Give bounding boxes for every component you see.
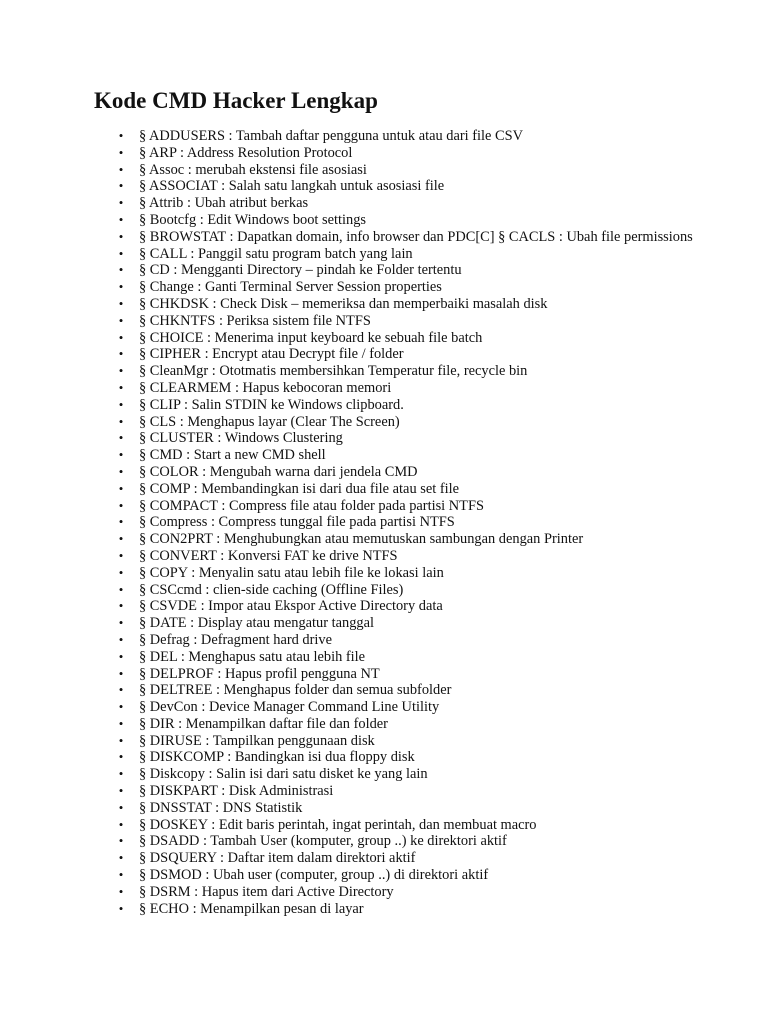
list-item bbox=[116, 615, 716, 632]
list-item bbox=[116, 666, 716, 683]
bullet-icon: • bbox=[118, 564, 124, 580]
list-item bbox=[116, 867, 716, 884]
bullet-icon: • bbox=[118, 178, 124, 194]
list-item bbox=[116, 212, 716, 229]
bullet-icon: • bbox=[118, 312, 124, 328]
list-item-text: § Assoc : merubah ekstensi file asosiasi bbox=[139, 161, 367, 178]
list-item-text: § DELPROF : Hapus profil pengguna NT bbox=[139, 665, 380, 682]
list-item bbox=[116, 498, 716, 515]
list-item-text: § DIRUSE : Tampilkan penggunaan disk bbox=[139, 732, 375, 749]
list-item bbox=[116, 699, 716, 716]
list-item-text: § CleanMgr : Ototmatis membersihkan Temperatur file, recycle bin bbox=[139, 363, 528, 380]
list-item bbox=[116, 447, 716, 464]
list-item-text: § CSVDE : Impor atau Ekspor Active Directory data bbox=[139, 598, 443, 615]
bullet-icon: • bbox=[118, 883, 124, 899]
bullet-icon: • bbox=[118, 833, 124, 849]
list-item bbox=[116, 716, 716, 733]
list-item-text: § CMD : Start a new CMD shell bbox=[139, 447, 326, 464]
bullet-icon: • bbox=[118, 379, 124, 395]
list-item-text: § CLIP : Salin STDIN ke Windows clipboard. bbox=[139, 396, 404, 413]
list-item bbox=[116, 414, 716, 431]
list-item-text: § DevCon : Device Manager Command Line Utility bbox=[139, 699, 440, 716]
bullet-icon: • bbox=[118, 783, 124, 799]
list-item-text: § DSMOD : Ubah user (computer, group ..) di direktori aktif bbox=[139, 867, 489, 884]
list-item bbox=[116, 162, 716, 179]
bullet-icon: • bbox=[118, 346, 124, 362]
list-item bbox=[116, 884, 716, 901]
list-item bbox=[116, 262, 716, 279]
list-item-text: § Change : Ganti Terminal Server Session properties bbox=[139, 279, 442, 296]
bullet-icon: • bbox=[118, 396, 124, 412]
list-item bbox=[116, 195, 716, 212]
list-item-text: § Attrib : Ubah atribut berkas bbox=[139, 195, 309, 212]
list-item-text: § Compress : Compress tunggal file pada partisi NTFS bbox=[139, 514, 455, 531]
list-item bbox=[116, 817, 716, 834]
list-item bbox=[116, 649, 716, 666]
bullet-icon: • bbox=[118, 648, 124, 664]
list-item-text: § DSRM : Hapus item dari Active Directory bbox=[139, 883, 394, 900]
list-item bbox=[116, 178, 716, 195]
list-item-text: § COMP : Membandingkan isi dari dua file atau set file bbox=[139, 480, 459, 497]
list-item bbox=[116, 397, 716, 414]
list-item-text: § DOSKEY : Edit baris perintah, ingat perintah, dan membuat macro bbox=[139, 816, 537, 833]
bullet-icon: • bbox=[118, 161, 124, 177]
list-item-text: § Diskcopy : Salin isi dari satu disket ke yang lain bbox=[139, 766, 428, 783]
command-list bbox=[116, 128, 716, 917]
list-item bbox=[116, 565, 716, 582]
list-item-text: § Defrag : Defragment hard drive bbox=[139, 631, 332, 648]
bullet-icon: • bbox=[118, 413, 124, 429]
bullet-icon: • bbox=[118, 766, 124, 782]
page-title: Kode CMD Hacker Lengkap bbox=[94, 88, 378, 113]
bullet-icon: • bbox=[118, 598, 124, 614]
bullet-icon: • bbox=[118, 816, 124, 832]
list-item-text: § ASSOCIAT : Salah satu langkah untuk asosiasi file bbox=[139, 178, 445, 195]
list-item bbox=[116, 632, 716, 649]
bullet-icon: • bbox=[118, 850, 124, 866]
list-item bbox=[116, 901, 716, 918]
bullet-icon: • bbox=[118, 447, 124, 463]
list-item-text: § CIPHER : Encrypt atau Decrypt file / folder bbox=[139, 346, 404, 363]
list-item-text: § CLUSTER : Windows Clustering bbox=[139, 430, 343, 447]
list-item-text: § DIR : Menampilkan daftar file dan folder bbox=[139, 715, 388, 732]
bullet-icon: • bbox=[118, 211, 124, 227]
bullet-icon: • bbox=[118, 245, 124, 261]
list-item-text: § BROWSTAT : Dapatkan domain, info browser dan PDC[C] § CACLS : Ubah file permissions bbox=[139, 228, 693, 245]
list-item bbox=[116, 346, 716, 363]
bullet-icon: • bbox=[118, 329, 124, 345]
list-item-text: § DNSSTAT : DNS Statistik bbox=[139, 799, 303, 816]
bullet-icon: • bbox=[118, 699, 124, 715]
list-item-text: § Bootcfg : Edit Windows boot settings bbox=[139, 211, 367, 228]
bullet-icon: • bbox=[118, 682, 124, 698]
bullet-icon: • bbox=[118, 262, 124, 278]
list-item-text: § CALL : Panggil satu program batch yang lain bbox=[139, 245, 413, 262]
list-item-text: § CSCcmd : clien-side caching (Offline Files) bbox=[139, 581, 404, 598]
list-item bbox=[116, 430, 716, 447]
list-item bbox=[116, 531, 716, 548]
list-item-text: § DELTREE : Menghapus folder dan semua subfolder bbox=[139, 682, 452, 699]
list-item bbox=[116, 363, 716, 380]
list-item-text: § ECHO : Menampilkan pesan di layar bbox=[139, 900, 364, 917]
list-item-text: § COMPACT : Compress file atau folder pada partisi NTFS bbox=[139, 497, 484, 514]
bullet-icon: • bbox=[118, 900, 124, 916]
bullet-icon: • bbox=[118, 430, 124, 446]
list-item bbox=[116, 582, 716, 599]
list-item-text: § CD : Mengganti Directory – pindah ke Folder tertentu bbox=[139, 262, 462, 279]
list-item bbox=[116, 749, 716, 766]
bullet-icon: • bbox=[118, 279, 124, 295]
list-item bbox=[116, 598, 716, 615]
bullet-icon: • bbox=[118, 615, 124, 631]
list-item bbox=[116, 514, 716, 531]
list-item-text: § CHKNTFS : Periksa sistem file NTFS bbox=[139, 312, 371, 329]
list-item-text: § COPY : Menyalin satu atau lebih file ke lokasi lain bbox=[139, 564, 444, 581]
list-item-text: § DSADD : Tambah User (komputer, group ..) ke direktori aktif bbox=[139, 833, 507, 850]
list-item bbox=[116, 783, 716, 800]
list-item-text: § CHOICE : Menerima input keyboard ke sebuah file batch bbox=[139, 329, 483, 346]
bullet-icon: • bbox=[118, 799, 124, 815]
bullet-icon: • bbox=[118, 144, 124, 160]
list-item bbox=[116, 296, 716, 313]
list-item bbox=[116, 229, 716, 246]
list-item bbox=[116, 548, 716, 565]
list-item-text: § DSQUERY : Daftar item dalam direktori aktif bbox=[139, 850, 416, 867]
bullet-icon: • bbox=[118, 497, 124, 513]
bullet-icon: • bbox=[118, 480, 124, 496]
bullet-icon: • bbox=[118, 463, 124, 479]
bullet-icon: • bbox=[118, 363, 124, 379]
list-item bbox=[116, 380, 716, 397]
list-item-text: § ADDUSERS : Tambah daftar pengguna untuk atau dari file CSV bbox=[139, 128, 524, 144]
list-item-text: § CLEARMEM : Hapus kebocoran memori bbox=[139, 379, 392, 396]
list-item-text: § DISKCOMP : Bandingkan isi dua floppy disk bbox=[139, 749, 415, 766]
list-item bbox=[116, 850, 716, 867]
bullet-icon: • bbox=[118, 547, 124, 563]
list-item bbox=[116, 481, 716, 498]
bullet-icon: • bbox=[118, 867, 124, 883]
list-item bbox=[116, 128, 716, 145]
list-item-text: § DEL : Menghapus satu atau lebih file bbox=[139, 648, 366, 665]
bullet-icon: • bbox=[118, 531, 124, 547]
bullet-icon: • bbox=[118, 581, 124, 597]
list-item bbox=[116, 145, 716, 162]
list-item bbox=[116, 330, 716, 347]
list-item-text: § DISKPART : Disk Administrasi bbox=[139, 783, 334, 800]
list-item bbox=[116, 279, 716, 296]
list-item bbox=[116, 464, 716, 481]
list-item-text: § CLS : Menghapus layar (Clear The Screen) bbox=[139, 413, 400, 430]
list-item bbox=[116, 833, 716, 850]
list-item bbox=[116, 800, 716, 817]
list-item bbox=[116, 766, 716, 783]
list-item-text: § COLOR : Mengubah warna dari jendela CMD bbox=[139, 463, 418, 480]
list-item-text: § DATE : Display atau mengatur tanggal bbox=[139, 615, 374, 632]
list-item-text: § CHKDSK : Check Disk – memeriksa dan memperbaiki masalah disk bbox=[139, 295, 548, 312]
bullet-icon: • bbox=[118, 195, 124, 211]
bullet-icon: • bbox=[118, 732, 124, 748]
bullet-icon: • bbox=[118, 749, 124, 765]
bullet-icon: • bbox=[118, 665, 124, 681]
bullet-icon: • bbox=[118, 128, 124, 143]
list-item-text: § ARP : Address Resolution Protocol bbox=[139, 144, 353, 161]
list-item bbox=[116, 733, 716, 750]
list-item-text: § CON2PRT : Menghubungkan atau memutuskan sambungan dengan Printer bbox=[139, 531, 584, 548]
list-item-text: § CONVERT : Konversi FAT ke drive NTFS bbox=[139, 547, 398, 564]
bullet-icon: • bbox=[118, 514, 124, 530]
list-item bbox=[116, 682, 716, 699]
list-item bbox=[116, 246, 716, 263]
list-item bbox=[116, 313, 716, 330]
bullet-icon: • bbox=[118, 715, 124, 731]
bullet-icon: • bbox=[118, 295, 124, 311]
bullet-icon: • bbox=[118, 631, 124, 647]
bullet-icon: • bbox=[118, 228, 124, 244]
